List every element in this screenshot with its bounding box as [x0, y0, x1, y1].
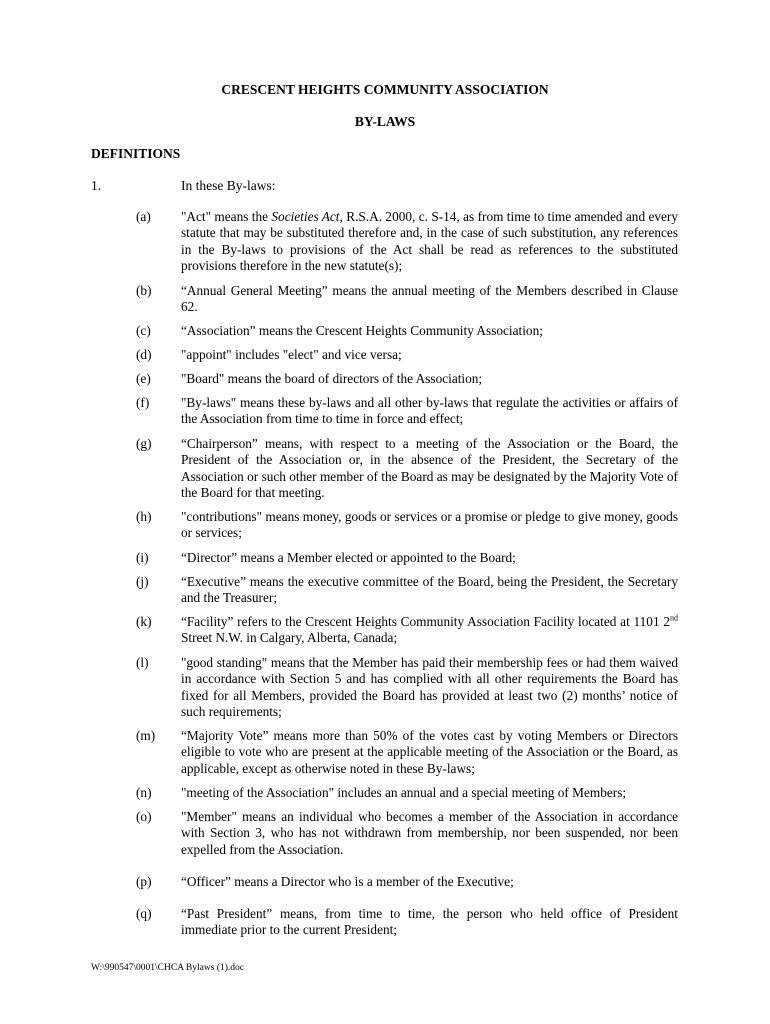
section-heading: DEFINITIONS: [91, 146, 181, 161]
clause-label: (e): [136, 371, 151, 386]
footer-file-path: W:\990547\0001\CHCA Bylaws (1).doc: [91, 963, 244, 973]
clause-label: (b): [136, 283, 152, 298]
clause-label: (a): [136, 209, 151, 224]
paragraph-intro: In these By-laws:: [181, 178, 276, 193]
clause-text: "good standing" means that the Member has paid their membership fees or had them waived in accordance with Section 5 and has complied with all other requirements the Board has fixed for all Members, provided the Board has provided at least two (2) months’ notice of such requirements;: [181, 655, 678, 720]
clause-text: "Member" means an individual who becomes a member of the Association in accordance with Section 3, who has not withdrawn from membership, nor been suspended, nor been expelled from the Association.: [181, 809, 678, 857]
clause-label: (g): [136, 436, 152, 451]
clause-label: (k): [136, 614, 152, 629]
clause-text: “Chairperson” means, with respect to a meeting of the Association or the Board, the President of the Association or, in the absence of the President, the Secretary of the Association or such other member of the Board as may be designated by the Majority Vote of the Board for that meeting.: [181, 436, 678, 501]
clause-label: (p): [136, 874, 152, 889]
clause-label: (d): [136, 347, 152, 362]
clause-label: (c): [136, 323, 151, 338]
clause-text: "meeting of the Association" includes an annual and a special meeting of Members;: [181, 785, 627, 800]
document-title: CRESCENT HEIGHTS COMMUNITY ASSOCIATION: [221, 82, 549, 97]
clause-label: (m): [136, 728, 156, 743]
clause-text: “Director” means a Member elected or appointed to the Board;: [181, 550, 516, 565]
clause-label: (l): [136, 655, 149, 670]
clause-text: “Association” means the Crescent Heights Community Association;: [181, 323, 543, 338]
clause-text: "contributions" means money, goods or services or a promise or pledge to give money, goods or services;: [181, 509, 678, 541]
clause-label: (o): [136, 809, 152, 824]
clause-text: “Facility” refers to the Crescent Heights Community Association Facility located at 1101 2nd Street N.W. in Calgary, Alberta, Canada;: [181, 613, 678, 646]
act-title: Societies Act: [271, 209, 340, 224]
clause-label: (n): [136, 785, 152, 800]
ordinal-suffix: nd: [670, 613, 678, 623]
clause-text: "Board" means the board of directors of the Association;: [181, 371, 483, 386]
clause-label: (q): [136, 906, 152, 921]
clause-text: "Act" means the Societies Act, R.S.A. 2000, c. S-14, as from time to time amended and every statute that may be substituted therefore and, in the case of such substitution, any references in the By-laws to provisions of the Act shall be read as references to the substituted provisions therefore in the new statute(s);: [181, 209, 678, 274]
clause-text: “Majority Vote” means more than 50% of the votes cast by voting Members or Directors eligible to vote who are present at the applicable meeting of the Association or the Board, as applicable, except as otherwise noted in these By-laws;: [181, 728, 678, 776]
document-subtitle: BY-LAWS: [354, 114, 416, 129]
clause-text: “Past President” means, from time to time, the person who held office of President immediate prior to the current President;: [181, 906, 678, 938]
clause-text: “Officer” means a Director who is a member of the Executive;: [181, 874, 514, 889]
clause-label: (f): [136, 395, 150, 410]
clause-text: “Annual General Meeting” means the annual meeting of the Members described in Clause 62.: [181, 283, 678, 315]
paragraph-number: 1.: [91, 178, 102, 193]
clause-text: "appoint" includes "elect" and vice versa;: [181, 347, 402, 362]
clause-label: (i): [136, 550, 149, 565]
clause-text: "By-laws" means these by-laws and all other by-laws that regulate the activities or affairs of the Association from time to time in force and effect;: [181, 395, 678, 427]
clause-label: (h): [136, 509, 152, 524]
clause-text: “Executive” means the executive committee of the Board, being the President, the Secretary and the Treasurer;: [181, 574, 678, 606]
clause-label: (j): [136, 574, 149, 589]
